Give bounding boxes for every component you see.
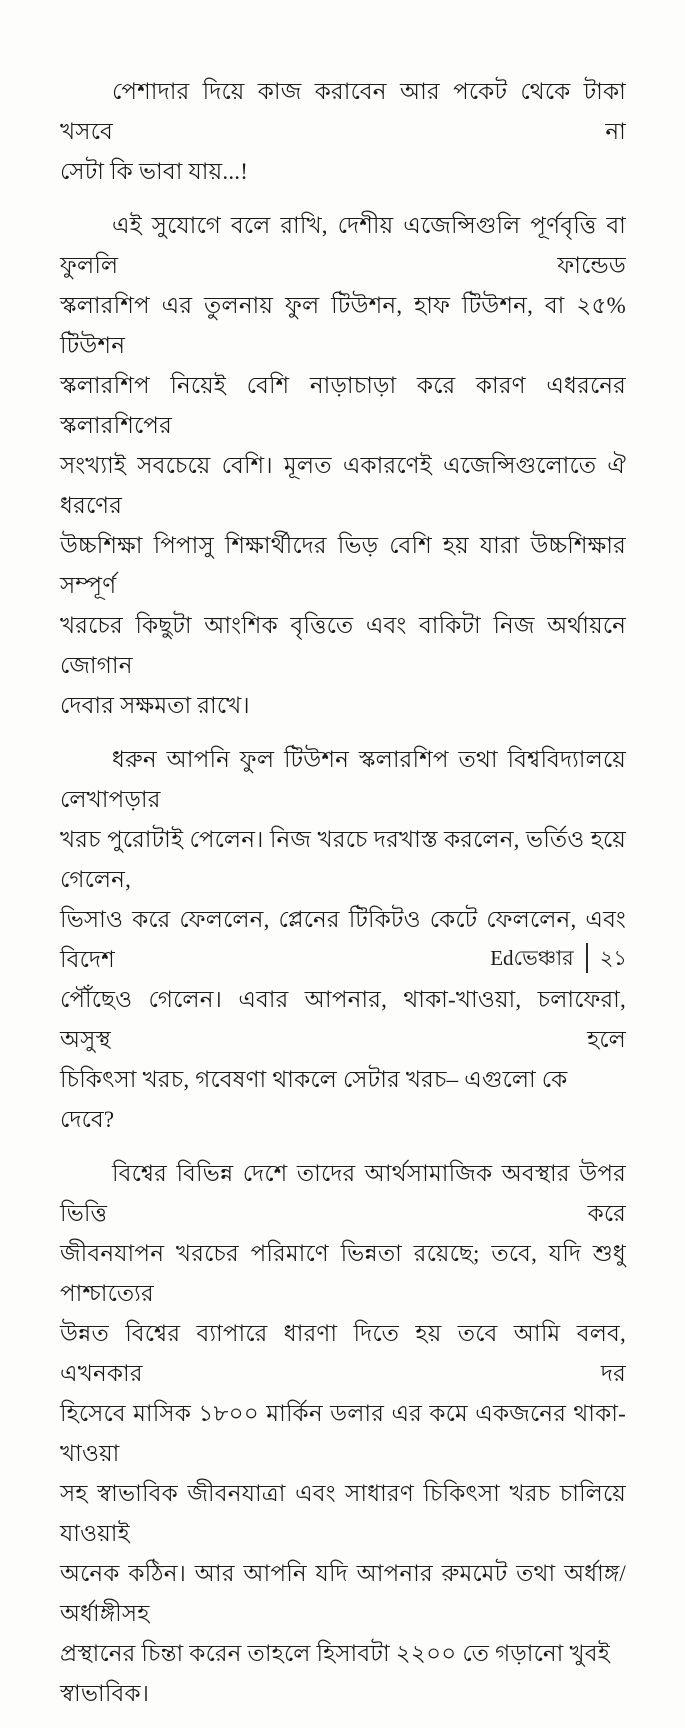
page-footer bbox=[490, 941, 627, 975]
paragraph bbox=[60, 740, 626, 1140]
text-line: খরচের কিছুটা আংশিক বৃত্তিতে এবং বাকিটা নিজ অর্থায়নে জোগান bbox=[60, 613, 626, 678]
text-line: স্কলারশিপ নিয়েই বেশি নাড়াচাড়া করে কারণ এধরনের স্কলারশিপের bbox=[60, 373, 626, 438]
book-title: Edভেঞ্চার bbox=[490, 946, 574, 970]
text-line: হিসেবে মাসিক ১৮০০ মার্কিন ডলার এর কমে একজনের থাকা-খাওয়া bbox=[60, 1401, 626, 1466]
text-line: অনেক কঠিন। আর আপনি যদি আপনার রুমমেট তথা অর্ধাঙ্গ/অর্ধাঙ্গীসহ bbox=[60, 1561, 626, 1626]
paragraph bbox=[60, 1154, 626, 1714]
text-line: উচ্চশিক্ষা পিপাসু শিক্ষার্থীদের ভিড় বেশি হয় যারা উচ্চশিক্ষার সম্পূর্ণ bbox=[60, 533, 626, 598]
footer-divider bbox=[586, 943, 588, 973]
text-line: প্রস্থানের চিন্তা করেন তাহলে হিসাবটা ২২০০ তে গড়ানো খুবই স্বাভাবিক। bbox=[60, 1641, 610, 1706]
text-line: এই সুযোগে বলে রাখি, দেশীয় এজেন্সিগুলি পূর্ণবৃত্তি বা ফুললি ফান্ডেড bbox=[60, 213, 626, 278]
text-line: পৌঁছেও গেলেন। এবার আপনার, থাকা-খাওয়া, চলাফেরা, অসুস্থ হলে bbox=[60, 987, 626, 1052]
paragraph bbox=[60, 206, 626, 726]
text-line: সহ স্বাভাবিক জীবনযাত্রা এবং সাধারণ চিকিৎসা খরচ চালিয়ে যাওয়াই bbox=[60, 1481, 626, 1546]
text-line: জীবনযাপন খরচের পরিমাণে ভিন্নতা রয়েছে; তবে, যদি শুধু পাশ্চাত্যের bbox=[60, 1241, 626, 1306]
text-line: চিকিৎসা খরচ, গবেষণা থাকলে সেটার খরচ– এগুলো কে দেবে? bbox=[60, 1067, 568, 1132]
text-line: স্কলারশিপ এর তুলনায় ফুল টিউশন, হাফ টিউশন, বা ২৫% টিউশন bbox=[60, 293, 626, 358]
text-line: সংখ্যাই সবচেয়ে বেশি। মূলত একারণেই এজেন্সিগুলোতে ঐ ধরণের bbox=[60, 453, 626, 518]
text-line: পেশাদার দিয়ে কাজ করাবেন আর পকেট থেকে টাকা খসবে না bbox=[60, 79, 626, 144]
page-number: ২১ bbox=[599, 946, 627, 970]
paragraph bbox=[60, 72, 626, 192]
text-line: সেটা কি ভাবা যায়...! bbox=[60, 159, 249, 184]
body-text bbox=[60, 72, 626, 1728]
text-line: ধরুন আপনি ফুল টিউশন স্কলারশিপ তথা বিশ্ববিদ্যালয়ে লেখাপড়ার bbox=[60, 747, 626, 812]
text-line: দেবার সক্ষমতা রাখে। bbox=[60, 693, 250, 718]
text-line: উন্নত বিশ্বের ব্যাপারে ধারণা দিতে হয় তবে আমি বলব, এখনকার দর bbox=[60, 1321, 626, 1386]
text-line: ভিসাও করে ফেললেন, প্লেনের টিকিটও কেটে ফেললেন, এবং বিদেশ bbox=[60, 907, 626, 972]
text-line: বিশ্বের বিভিন্ন দেশে তাদের আর্থসামাজিক অবস্থার উপর ভিত্তি করে bbox=[60, 1161, 626, 1226]
text-line: খরচ পুরোটাই পেলেন। নিজ খরচে দরখাস্ত করলেন, ভর্তিও হয়ে গেলেন, bbox=[60, 827, 626, 892]
